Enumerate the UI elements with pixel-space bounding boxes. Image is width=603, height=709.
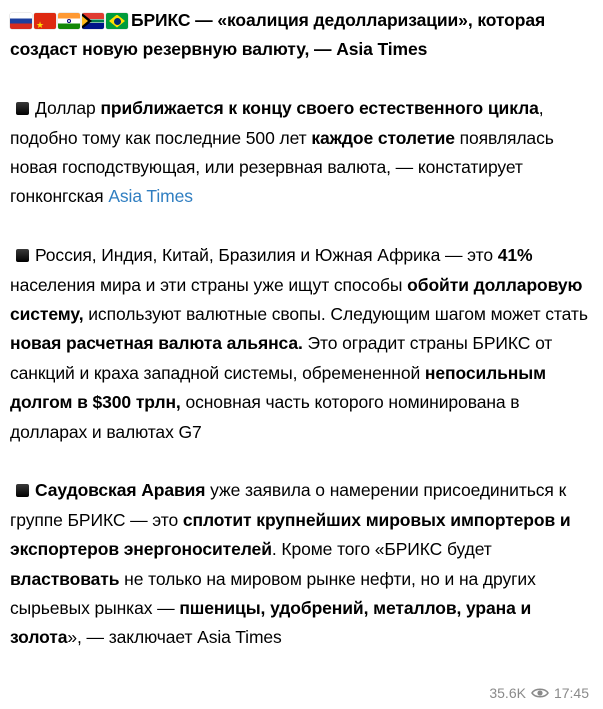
bold-text: новая расчетная валюта альянса. xyxy=(10,333,303,354)
flag-brazil-icon xyxy=(106,13,128,29)
bold-text: властвовать xyxy=(10,568,120,589)
post-time: 17:45 xyxy=(553,685,589,701)
text: Это оградит страны БРИКС от санкций и краха западной системы, обремененной xyxy=(10,333,553,383)
text: не только на мировом рынке нефти, но и на других сырьевых рынках — xyxy=(10,568,536,619)
text: Доллар xyxy=(35,98,101,119)
flag-india-icon xyxy=(58,13,80,29)
square-bullet-icon xyxy=(16,484,29,497)
view-count: 35.6K xyxy=(489,685,526,701)
eye-icon xyxy=(531,687,549,699)
text: », — заключает Asia Times xyxy=(67,627,282,648)
headline-text: БРИКС — «коалиция дедолларизации», которая создаст новую резервную валюту, — Asia Times xyxy=(10,10,546,60)
bold-text: непосильным долгом в $300 трлн, xyxy=(10,362,546,413)
post-paragraph-2 xyxy=(10,241,593,447)
bold-text: сплотит крупнейших мировых импортеров и экспортеров энергоносителей xyxy=(10,509,571,560)
post-paragraph-3 xyxy=(10,476,593,652)
text: основная часть которого номинирована в долларах и валютах G7 xyxy=(10,392,520,442)
bold-text: обойти долларовую систему, xyxy=(10,274,583,325)
square-bullet-icon xyxy=(16,249,29,262)
text: . Кроме того «БРИКС будет xyxy=(271,539,492,560)
text: , подобно тому как последние 500 лет xyxy=(10,98,544,148)
flag-china-icon xyxy=(34,13,56,29)
bold-text: каждое столетие xyxy=(311,127,455,148)
bold-text: 41% xyxy=(497,245,533,266)
text: уже заявила о намерении присоединиться к группе БРИКС — это xyxy=(10,480,567,530)
bold-text: Саудовская Аравия xyxy=(35,480,206,501)
square-bullet-icon xyxy=(16,102,29,115)
text: появлялась новая господствующая, или резервная валюта, — констатирует гонконгская xyxy=(10,127,554,207)
bold-text: пшеницы, удобрений, металлов, урана и золота xyxy=(10,598,532,648)
post-meta xyxy=(489,685,589,701)
post-paragraph-1 xyxy=(10,94,593,212)
text: населения мира и эти страны уже ищут способы xyxy=(10,274,408,295)
text: Россия, Индия, Китай, Бразилия и Южная Африка — это xyxy=(35,245,498,266)
flag-russia-icon xyxy=(10,13,32,29)
post-headline xyxy=(10,6,593,65)
text: используют валютные свопы. Следующим шагом может стать xyxy=(83,304,588,325)
asia-times-link[interactable]: Asia Times xyxy=(108,186,193,207)
flag-south-africa-icon xyxy=(82,13,104,29)
brics-flags xyxy=(10,13,128,29)
bold-text: приближается к концу своего естественного цикла xyxy=(100,98,539,119)
